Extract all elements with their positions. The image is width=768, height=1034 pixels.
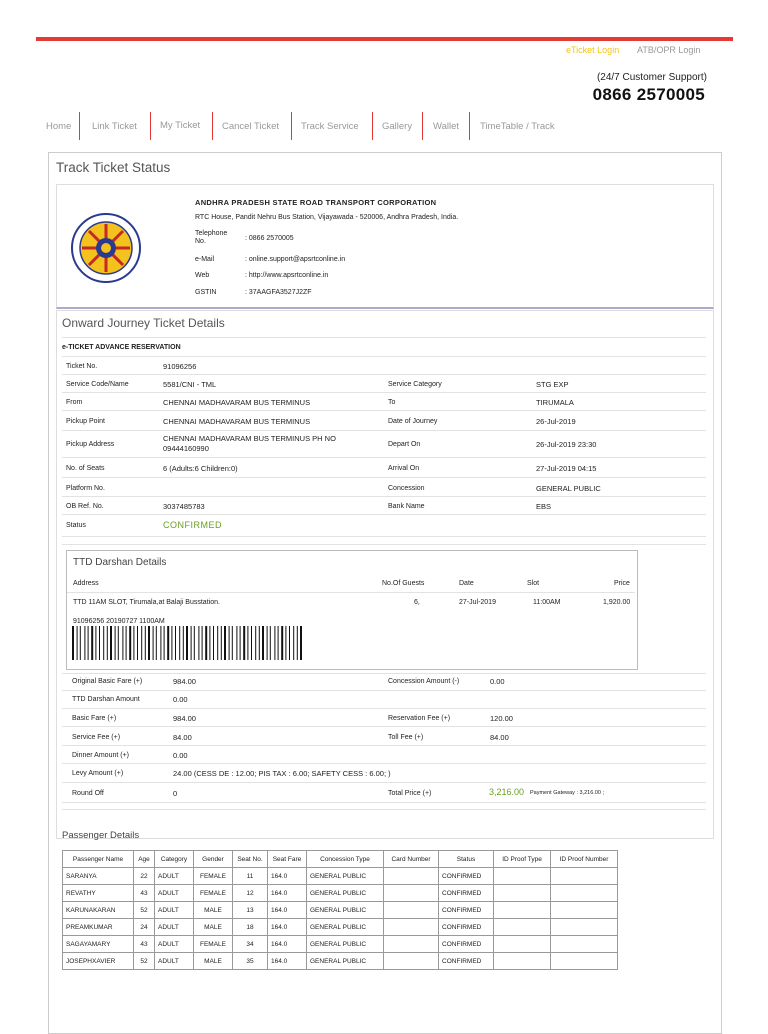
passenger-status-cell: CONFIRMED [439, 936, 494, 953]
barcode-bar [289, 626, 290, 660]
passenger-seat-fare-cell: 164.0 [268, 868, 307, 885]
pickup-address-value: CHENNAI MADHAVARAM BUS TERMINUS PH NO 09444160990 [163, 434, 336, 453]
table-header-row [63, 851, 618, 868]
total-price-label: Total Price (+) [388, 790, 432, 797]
barcode-bar [137, 626, 138, 660]
ttd-header-slot: Slot [527, 580, 540, 587]
col-passenger-name: Passenger Name [63, 851, 134, 868]
barcode-bar [179, 626, 180, 660]
col-id-proof-type: ID Proof Type [494, 851, 551, 868]
nav-divider [150, 112, 151, 140]
telephone-value: : 0866 2570005 [245, 235, 294, 242]
col-card-number: Card Number [384, 851, 439, 868]
table-row [63, 868, 618, 885]
divider [62, 392, 706, 393]
customer-support-label: (24/7 Customer Support) [596, 72, 707, 83]
table-row [63, 902, 618, 919]
gstin-label: GSTIN [195, 289, 217, 296]
barcode-image [72, 626, 302, 660]
passenger-status-cell: CONFIRMED [439, 885, 494, 902]
table-row [63, 919, 618, 936]
passenger-seat-fare-cell: 164.0 [268, 885, 307, 902]
passenger-seat-no-cell: 18 [233, 919, 268, 936]
doj-label: Date of Journey [388, 418, 438, 425]
ttd-guests-value: 6, [414, 599, 420, 606]
gstin-value: : 37AAGFA3527J2ZF [245, 289, 312, 296]
divider [62, 745, 706, 746]
barcode-bar [255, 626, 256, 660]
divider [62, 690, 706, 691]
barcode-bar [160, 626, 161, 660]
arrival-label: Arrival On [388, 465, 420, 472]
basic-fare-value: 984.00 [173, 714, 196, 723]
passenger-id-proof-type-cell [494, 953, 551, 970]
barcode-bar [213, 626, 214, 660]
nav-gallery[interactable]: Gallery [382, 121, 413, 132]
divider [62, 782, 706, 783]
page-title: Track Ticket Status [56, 160, 171, 175]
barcode-bar [164, 626, 165, 660]
col-id-proof-number: ID Proof Number [551, 851, 618, 868]
divider [62, 477, 706, 478]
barcode-bar [243, 626, 245, 660]
passenger-age-cell: 43 [134, 936, 155, 953]
passenger-concession-type-cell: GENERAL PUBLIC [307, 936, 384, 953]
ttd-darshan-amount-label: TTD Darshan Amount [72, 696, 140, 703]
barcode-bar [77, 626, 78, 660]
ttd-darshan-amount-value: 0.00 [173, 695, 188, 704]
passenger-seat-fare-cell: 164.0 [268, 902, 307, 919]
web-label: Web [195, 272, 210, 279]
ttd-slot-value: 11:00AM [533, 599, 561, 606]
eticket-login-link[interactable]: eTicket Login [566, 45, 620, 55]
passenger-category-cell: ADULT [155, 902, 194, 919]
ttd-darshan-title: TTD Darshan Details [73, 557, 167, 568]
pickup-address-label: Pickup Address [66, 441, 115, 448]
email-value: : online.support@apsrtconline.in [245, 256, 346, 263]
round-off-value: 0 [173, 789, 178, 798]
col-age: Age [134, 851, 155, 868]
passenger-id-proof-number-cell [551, 902, 618, 919]
ttd-header-guests: No.Of Guests [382, 580, 425, 587]
barcode-bar [202, 626, 203, 660]
barcode-bar [259, 626, 260, 660]
passenger-concession-type-cell: GENERAL PUBLIC [307, 868, 384, 885]
ttd-address-value: TTD 11AM SLOT, Tirumala,at Balaji Busstation. [73, 599, 220, 606]
barcode-bar [270, 626, 271, 660]
divider [62, 356, 706, 357]
dinner-amount-value: 0.00 [173, 751, 188, 760]
customer-support-phone: 0866 2570005 [592, 85, 705, 104]
nav-divider [79, 112, 80, 140]
passenger-age-cell: 52 [134, 902, 155, 919]
passenger-gender-cell: MALE [194, 919, 233, 936]
passenger-seat-no-cell: 35 [233, 953, 268, 970]
barcode-bar [153, 626, 154, 660]
original-basic-fare-value: 984.00 [173, 677, 196, 686]
divider [62, 802, 706, 803]
barcode-bar [115, 626, 116, 660]
passenger-seat-fare-cell: 164.0 [268, 953, 307, 970]
barcode-bar [141, 626, 142, 660]
barcode-bar [118, 626, 119, 660]
depart-label: Depart On [388, 441, 421, 448]
ttd-header-price: Price [614, 580, 630, 587]
divider [62, 514, 706, 515]
barcode-bar [167, 626, 169, 660]
passenger-gender-cell: FEMALE [194, 885, 233, 902]
barcode-bar [221, 626, 222, 660]
passenger-seat-fare-cell: 164.0 [268, 919, 307, 936]
nav-link-ticket[interactable]: Link Ticket [92, 121, 137, 132]
table-row [63, 885, 618, 902]
passenger-age-cell: 22 [134, 868, 155, 885]
barcode-bar [209, 626, 210, 660]
main-nav [46, 112, 606, 140]
passenger-gender-cell: FEMALE [194, 868, 233, 885]
divider [62, 430, 706, 431]
pickup-point-label: Pickup Point [66, 418, 105, 425]
divider [62, 763, 706, 764]
barcode-bar [72, 626, 74, 660]
barcode-bar [110, 626, 112, 660]
nav-cancel-ticket[interactable]: Cancel Ticket [222, 121, 280, 132]
passenger-age-cell: 52 [134, 953, 155, 970]
barcode-bar [186, 626, 188, 660]
total-price-value: 3,216.00 [489, 787, 525, 797]
dinner-amount-label: Dinner Amount (+) [72, 752, 129, 759]
from-value: CHENNAI MADHAVARAM BUS TERMINUS [163, 398, 311, 407]
passenger-name-cell: KARUNAKARAN [63, 902, 134, 919]
passenger-card-number-cell [384, 936, 439, 953]
status-badge: CONFIRMED [163, 520, 222, 530]
barcode-bar [278, 626, 279, 660]
nav-divider [469, 112, 470, 140]
status-label: Status [66, 522, 86, 529]
apsrtc-logo-icon [70, 212, 142, 284]
bank-value: EBS [536, 502, 552, 511]
levy-amount-value: 24.00 (CESS DE : 12.00; PIS TAX : 6.00; SAFETY CESS : 6.00; ) [173, 769, 391, 778]
barcode-bar [133, 626, 134, 660]
top-accent-bar [36, 37, 733, 41]
col-category: Category [155, 851, 194, 868]
onward-journey-title: Onward Journey Ticket Details [62, 316, 225, 330]
passenger-concession-type-cell: GENERAL PUBLIC [307, 885, 384, 902]
seats-value: 6 (Adults:6 Children:0) [163, 464, 238, 473]
barcode-bar [129, 626, 131, 660]
barcode-text: 91096256 20190727 1100AM [73, 618, 165, 625]
barcode-bar [84, 626, 85, 660]
nav-divider [372, 112, 373, 140]
col-status: Status [439, 851, 494, 868]
barcode-bar [148, 626, 150, 660]
barcode-bar [175, 626, 176, 660]
ttd-header-date: Date [459, 580, 474, 587]
web-value: : http://www.apsrtconline.in [245, 272, 329, 279]
barcode-bar [80, 626, 81, 660]
company-name: ANDHRA PRADESH STATE ROAD TRANSPORT CORPORATION [195, 198, 437, 207]
concession-value: GENERAL PUBLIC [536, 484, 601, 493]
levy-amount-label: Levy Amount (+) [72, 770, 124, 777]
passenger-status-cell: CONFIRMED [439, 868, 494, 885]
passenger-seat-no-cell: 11 [233, 868, 268, 885]
col-gender: Gender [194, 851, 233, 868]
telephone-label: Telephone No. [195, 230, 228, 245]
passenger-category-cell: ADULT [155, 953, 194, 970]
passenger-concession-type-cell: GENERAL PUBLIC [307, 953, 384, 970]
passenger-id-proof-type-cell [494, 868, 551, 885]
barcode-bar [191, 626, 192, 660]
from-label: From [66, 399, 83, 406]
bank-label: Bank Name [388, 503, 425, 510]
depart-value: 26-Jul-2019 23:30 [536, 440, 597, 449]
ttd-header-address: Address [73, 580, 99, 587]
divider [62, 536, 706, 537]
divider [62, 708, 706, 709]
service-code-value: 5581/CNI - TML [163, 380, 217, 389]
barcode-bar [217, 626, 218, 660]
passenger-table [62, 850, 618, 970]
passenger-seat-no-cell: 12 [233, 885, 268, 902]
original-basic-fare-label: Original Basic Fare (+) [72, 678, 143, 685]
arrival-value: 27-Jul-2019 04:15 [536, 464, 597, 473]
table-row [63, 953, 618, 970]
atb-opr-login-link[interactable]: ATB/OPR Login [637, 45, 701, 55]
barcode-bar [171, 626, 172, 660]
barcode-bar [88, 626, 89, 660]
passenger-name-cell: PREAMKUMAR [63, 919, 134, 936]
barcode-bar [300, 626, 302, 660]
passenger-status-cell: CONFIRMED [439, 953, 494, 970]
passenger-id-proof-number-cell [551, 936, 618, 953]
reservation-fee-value: 120.00 [490, 714, 513, 723]
nav-my-ticket[interactable]: My Ticket [160, 120, 201, 131]
company-address: RTC House, Pandit Nehru Bus Station, Vijayawada - 520006, Andhra Pradesh, India. [195, 214, 459, 221]
barcode-bar [262, 626, 264, 660]
ttd-price-value: 1,920.00 [603, 599, 631, 606]
barcode-bar [99, 626, 100, 660]
nav-divider [422, 112, 423, 140]
barcode-bar [293, 626, 294, 660]
barcode-bar [297, 626, 298, 660]
nav-divider [291, 112, 292, 140]
ob-ref-value: 3037485783 [163, 502, 205, 511]
seats-label: No. of Seats [66, 465, 105, 472]
divider [62, 337, 706, 338]
passenger-card-number-cell [384, 902, 439, 919]
toll-fee-value: 84.00 [490, 733, 509, 742]
email-label: e-Mail [195, 256, 215, 263]
passenger-id-proof-number-cell [551, 885, 618, 902]
round-off-label: Round Off [72, 790, 104, 797]
eticket-type: e-TICKET ADVANCE RESERVATION [62, 344, 181, 351]
passenger-id-proof-type-cell [494, 885, 551, 902]
service-fee-value: 84.00 [173, 733, 192, 742]
passenger-card-number-cell [384, 885, 439, 902]
service-fee-label: Service Fee (+) [72, 734, 121, 741]
barcode-bar [103, 626, 104, 660]
passenger-category-cell: ADULT [155, 936, 194, 953]
passenger-concession-type-cell: GENERAL PUBLIC [307, 902, 384, 919]
divider [62, 496, 706, 497]
passenger-details-title: Passenger Details [62, 830, 140, 841]
passenger-seat-no-cell: 13 [233, 902, 268, 919]
passenger-gender-cell: MALE [194, 953, 233, 970]
barcode-bar [205, 626, 207, 660]
passenger-id-proof-type-cell [494, 902, 551, 919]
barcode-bar [122, 626, 123, 660]
passenger-id-proof-number-cell [551, 919, 618, 936]
passenger-id-proof-number-cell [551, 953, 618, 970]
passenger-gender-cell: MALE [194, 902, 233, 919]
divider [62, 726, 706, 727]
platform-label: Platform No. [66, 485, 105, 492]
ttd-date-value: 27-Jul-2019 [459, 599, 496, 606]
reservation-fee-label: Reservation Fee (+) [388, 715, 451, 722]
barcode-bar [236, 626, 237, 660]
passenger-id-proof-type-cell [494, 919, 551, 936]
divider [62, 673, 706, 674]
passenger-name-cell: JOSEPHXAVIER [63, 953, 134, 970]
passenger-card-number-cell [384, 953, 439, 970]
divider [62, 457, 706, 458]
passenger-name-cell: SARANYA [63, 868, 134, 885]
basic-fare-label: Basic Fare (+) [72, 715, 117, 722]
concession-amount-label: Concession Amount (-) [388, 678, 460, 685]
service-category-value: STG EXP [536, 380, 569, 389]
barcode-bar [145, 626, 146, 660]
ob-ref-label: OB Ref. No. [66, 503, 104, 510]
barcode-bar [156, 626, 157, 660]
passenger-name-cell: REVATHY [63, 885, 134, 902]
divider [62, 410, 706, 411]
nav-divider [212, 112, 213, 140]
passenger-id-proof-type-cell [494, 936, 551, 953]
passenger-seat-fare-cell: 164.0 [268, 936, 307, 953]
barcode-bar [198, 626, 199, 660]
passenger-name-cell: SAGAYAMARY [63, 936, 134, 953]
doj-value: 26-Jul-2019 [536, 417, 576, 426]
service-code-label: Service Code/Name [66, 381, 129, 388]
barcode-bar [224, 626, 226, 660]
barcode-bar [194, 626, 195, 660]
barcode-bar [267, 626, 268, 660]
barcode-bar [285, 626, 286, 660]
concession-label: Concession [388, 485, 425, 492]
ticket-no-value: 91096256 [163, 362, 197, 371]
ticket-no-label: Ticket No. [66, 363, 98, 370]
passenger-gender-cell: FEMALE [194, 936, 233, 953]
passenger-category-cell: ADULT [155, 919, 194, 936]
toll-fee-label: Toll Fee (+) [388, 734, 424, 741]
divider [67, 592, 635, 593]
barcode-bar [251, 626, 252, 660]
col-seat-fare: Seat Fare [268, 851, 307, 868]
barcode-bar [107, 626, 108, 660]
passenger-card-number-cell [384, 919, 439, 936]
barcode-bar [95, 626, 96, 660]
to-label: To [388, 399, 396, 406]
passenger-concession-type-cell: GENERAL PUBLIC [307, 919, 384, 936]
barcode-bar [247, 626, 248, 660]
barcode-bar [229, 626, 230, 660]
passenger-age-cell: 43 [134, 885, 155, 902]
nav-wallet[interactable]: Wallet [433, 121, 460, 132]
nav-track-service[interactable]: Track Service [301, 121, 359, 132]
passenger-category-cell: ADULT [155, 868, 194, 885]
barcode-bar [240, 626, 241, 660]
payment-gateway-value: Payment Gateway : 3,216.00 ; [530, 790, 604, 796]
passenger-status-cell: CONFIRMED [439, 919, 494, 936]
passenger-seat-no-cell: 34 [233, 936, 268, 953]
col-concession-type: Concession Type [307, 851, 384, 868]
barcode-bar [126, 626, 127, 660]
barcode-bar [232, 626, 233, 660]
nav-timetable-track[interactable]: TimeTable / Track [480, 121, 555, 132]
to-value: TIRUMALA [536, 398, 574, 407]
passenger-status-cell: CONFIRMED [439, 902, 494, 919]
passenger-card-number-cell [384, 868, 439, 885]
nav-home[interactable]: Home [46, 121, 72, 132]
passenger-category-cell: ADULT [155, 885, 194, 902]
passenger-age-cell: 24 [134, 919, 155, 936]
barcode-bar [183, 626, 184, 660]
pickup-point-value: CHENNAI MADHAVARAM BUS TERMINUS [163, 417, 311, 426]
passenger-id-proof-number-cell [551, 868, 618, 885]
service-category-label: Service Category [388, 381, 442, 388]
barcode-bar [91, 626, 93, 660]
divider [62, 544, 706, 545]
table-row [63, 936, 618, 953]
barcode-bar [281, 626, 283, 660]
barcode-bar [274, 626, 275, 660]
col-seat-no: Seat No. [233, 851, 268, 868]
concession-amount-value: 0.00 [490, 677, 505, 686]
divider [62, 809, 706, 810]
divider [62, 374, 706, 375]
